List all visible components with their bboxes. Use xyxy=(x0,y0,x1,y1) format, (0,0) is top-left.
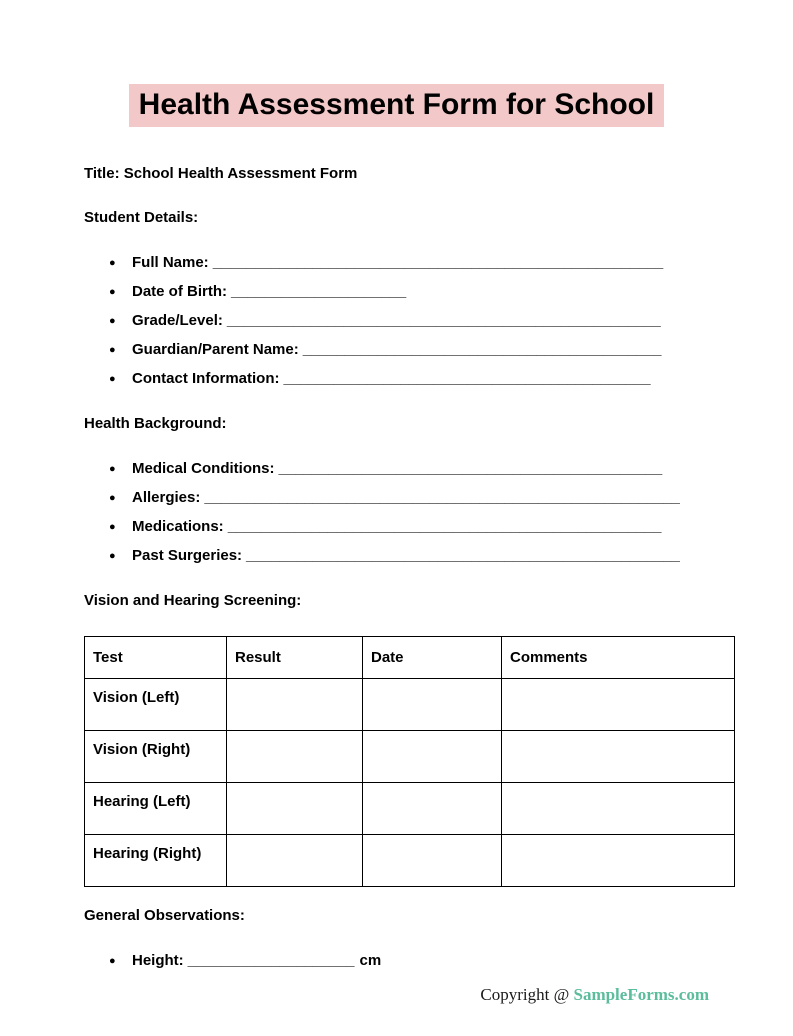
field-label: Medications: xyxy=(132,518,224,535)
cell-date xyxy=(363,783,502,835)
section-heading-general-observations: General Observations: xyxy=(84,907,245,924)
list-item xyxy=(109,283,709,302)
bullet-icon xyxy=(109,460,132,479)
column-header-result: Result xyxy=(227,637,363,679)
section-heading-screening: Vision and Hearing Screening: xyxy=(84,592,302,609)
list-item xyxy=(109,547,709,566)
table-row xyxy=(85,679,735,731)
list-item xyxy=(109,312,709,331)
table-row xyxy=(85,731,735,783)
bullet-icon xyxy=(109,489,132,508)
field-blank-line: ____________________________________________________ xyxy=(227,518,662,535)
cell-test: Hearing (Left) xyxy=(85,783,227,835)
field-label: Allergies: xyxy=(132,489,201,506)
list-item xyxy=(109,952,709,971)
column-header-date: Date xyxy=(363,637,502,679)
cell-result xyxy=(227,679,363,731)
health-background-list xyxy=(84,460,709,566)
cell-result xyxy=(227,731,363,783)
list-item xyxy=(109,489,709,508)
bullet-icon xyxy=(109,547,132,566)
field-blank-line: ______________________________________________________ xyxy=(212,254,664,271)
copyright-text: Copyright @ xyxy=(480,985,574,1004)
field-suffix: cm xyxy=(359,952,382,969)
section-heading-student-details: Student Details: xyxy=(84,209,199,226)
list-item xyxy=(109,341,709,360)
cell-test: Vision (Left) xyxy=(85,679,227,731)
field-label: Guardian/Parent Name: xyxy=(132,341,299,358)
cell-result xyxy=(227,835,363,887)
page-title: Health Assessment Form for School xyxy=(129,84,665,127)
cell-test: Hearing (Right) xyxy=(85,835,227,887)
general-observations-list xyxy=(84,952,709,971)
table-row xyxy=(85,783,735,835)
student-details-list xyxy=(84,254,709,389)
cell-date xyxy=(363,835,502,887)
field-label: Height: xyxy=(132,952,184,969)
cell-comments xyxy=(502,679,735,731)
bullet-icon xyxy=(109,254,132,273)
list-item xyxy=(109,460,709,479)
column-header-test: Test xyxy=(85,637,227,679)
bullet-icon xyxy=(109,283,132,302)
document-title-line: Title: School Health Assessment Form xyxy=(84,165,358,182)
list-item xyxy=(109,518,709,537)
field-blank-line: ____________________________________________________ xyxy=(226,312,661,329)
list-item xyxy=(109,254,709,273)
section-heading-health-background: Health Background: xyxy=(84,415,227,432)
bullet-icon xyxy=(109,370,132,389)
field-label: Date of Birth: xyxy=(132,283,227,300)
field-blank-line: _________________________________________________________ xyxy=(204,489,680,506)
field-label: Grade/Level: xyxy=(132,312,223,329)
cell-comments xyxy=(502,835,735,887)
bullet-icon xyxy=(109,952,132,971)
field-label: Medical Conditions: xyxy=(132,460,275,477)
bullet-icon xyxy=(109,518,132,537)
cell-test: Vision (Right) xyxy=(85,731,227,783)
cell-date xyxy=(363,679,502,731)
bullet-icon xyxy=(109,312,132,331)
field-blank-line: _____________________ xyxy=(231,283,407,300)
field-blank-line: ___________________________________________ xyxy=(302,341,662,358)
footer xyxy=(84,985,709,1005)
bullet-icon xyxy=(109,341,132,360)
sampleforms-link[interactable]: SampleForms.com xyxy=(573,985,709,1004)
page-header xyxy=(84,0,709,127)
cell-comments xyxy=(502,783,735,835)
field-label: Contact Information: xyxy=(132,370,280,387)
field-label: Full Name: xyxy=(132,254,209,271)
cell-date xyxy=(363,731,502,783)
field-blank-line: ____________________________________________________ xyxy=(246,547,680,564)
cell-comments xyxy=(502,731,735,783)
table-row xyxy=(85,835,735,887)
cell-result xyxy=(227,783,363,835)
field-blank-line: ____________________________________________ xyxy=(283,370,651,387)
screening-table xyxy=(84,636,735,887)
field-blank-line: ______________________________________________ xyxy=(278,460,663,477)
field-label: Past Surgeries: xyxy=(132,547,243,564)
field-blank-line: ____________________ xyxy=(187,952,355,969)
column-header-comments: Comments xyxy=(502,637,735,679)
list-item xyxy=(109,370,709,389)
table-header-row xyxy=(85,637,735,679)
